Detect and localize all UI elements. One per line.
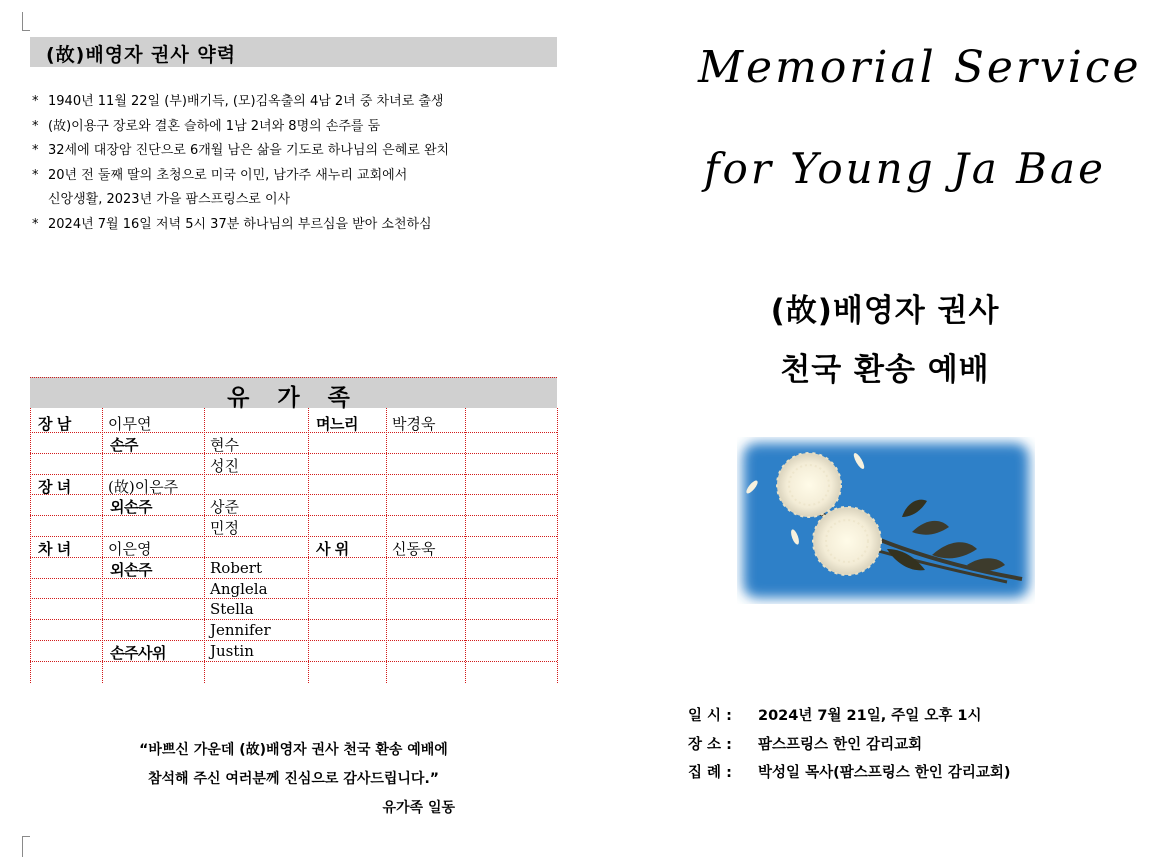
bio-item [32,90,449,115]
family-member-name: Justin [210,642,254,660]
bio-item [32,164,449,213]
family-table [30,377,557,683]
table-grid-line [30,598,557,599]
table-grid-line [30,408,31,683]
family-member-name: 민정 [210,519,239,538]
service-officiant: 박성일 목사(팜스프링스 한인 감리교회) [758,765,1011,781]
bio-section-header [30,37,557,67]
bio-item-text: 32세에 대장암 진단으로 6개월 남은 삶을 기도로 하나님의 은혜로 완치 [48,143,450,158]
service-place: 팜스프링스 한인 감리교회 [758,736,923,753]
table-grid-line [30,536,557,537]
bio-item-text: 20년 전 둘째 딸의 초청으로 미국 이민, 남가주 새누리 교회에서 [48,167,408,183]
table-grid-line [102,408,103,683]
thanks-line: “바쁘신 가운데 (故)배영자 권사 천국 환송 예배에 [139,742,448,758]
bio-item-text: 2024년 7월 16일 저녁 5시 37분 하나님의 부르심을 받아 소천하심 [48,216,432,232]
family-member-name: 현수 [210,436,239,454]
cover-title-en: Memorial Service [698,42,1142,93]
table-grid-line [557,408,558,683]
service-date-label: 일 시 : [688,708,732,724]
service-officiant-label: 집 례 : [688,765,732,781]
bio-item [32,115,449,140]
bio-item-text-continued: 신앙생활, 2023년 가을 팜스프링스로 이사 [48,192,291,207]
family-member-name: Robert [210,558,263,577]
table-grid-line [30,640,557,641]
relation-label: 장 녀 [38,477,71,496]
family-table-title: 유 가 족 [227,385,360,411]
table-grid-line [30,474,557,475]
relation-label: 사 위 [316,540,349,558]
table-grid-line [465,408,466,683]
relation-label: 손주사위 [110,644,166,662]
relation-label: 외손주 [110,498,152,517]
table-grid-line [30,619,557,620]
page-corner-mark [22,12,30,31]
service-place-row [688,731,1011,760]
bio-title: (故)배영자 권사 약력 [46,44,237,66]
bio-item [32,139,449,164]
cover-subtitle-kr: 천국 환송 예배 [780,352,990,388]
family-member-name: 박경욱 [392,415,436,434]
cover-title-kr: (故)배영자 권사 [770,293,1000,329]
family-member-name: Stella [210,600,254,619]
table-grid-line [204,408,205,683]
bio-list [32,90,449,237]
thanks-signature: 유가족 일동 [382,800,455,816]
family-member-name: 상준 [210,498,239,517]
bullet: * [32,94,39,109]
bio-item-text: 1940년 11월 22일 (부)배기득, (모)김옥출의 4남 2녀 중 차녀로 출생 [48,94,444,109]
bio-item [32,213,449,238]
page-corner-mark [22,836,30,857]
thanks-message [30,736,557,823]
relation-label: 손주 [110,436,138,454]
service-place-label: 장 소 : [688,736,732,753]
bio-item-text: (故)이용구 장로와 결혼 슬하에 1남 2녀와 8명의 손주를 둠 [48,118,381,134]
family-member-name: 신동욱 [392,540,436,558]
table-grid-line [308,408,309,683]
family-member-name: 이은영 [108,540,152,558]
cover-subtitle-en: for Young Ja Bae [704,144,1106,193]
service-officiant-row [688,759,1011,788]
bullet: * [32,216,39,232]
family-member-name: (故)이은주 [108,477,179,496]
relation-label: 외손주 [110,560,152,579]
family-member-name: 성진 [210,456,239,475]
family-member-name: Jennifer [210,621,271,640]
relation-label: 장 남 [38,415,71,434]
bullet: * [32,118,39,134]
chrysanthemum-image [737,437,1035,604]
bullet: * [32,143,39,158]
service-date: 2024년 7월 21일, 주일 오후 1시 [758,708,982,724]
service-date-row [688,702,1011,731]
family-member-name: 이무연 [108,415,152,434]
family-member-name: Anglela [210,579,268,598]
thanks-line: 참석해 주신 여러분께 진심으로 감사드립니다.” [148,771,439,787]
bullet: * [32,167,39,183]
service-info [688,702,1011,788]
relation-label: 차 녀 [38,540,71,558]
table-grid-line [386,408,387,683]
family-table-header [30,377,557,411]
relation-label: 며느리 [316,415,358,434]
